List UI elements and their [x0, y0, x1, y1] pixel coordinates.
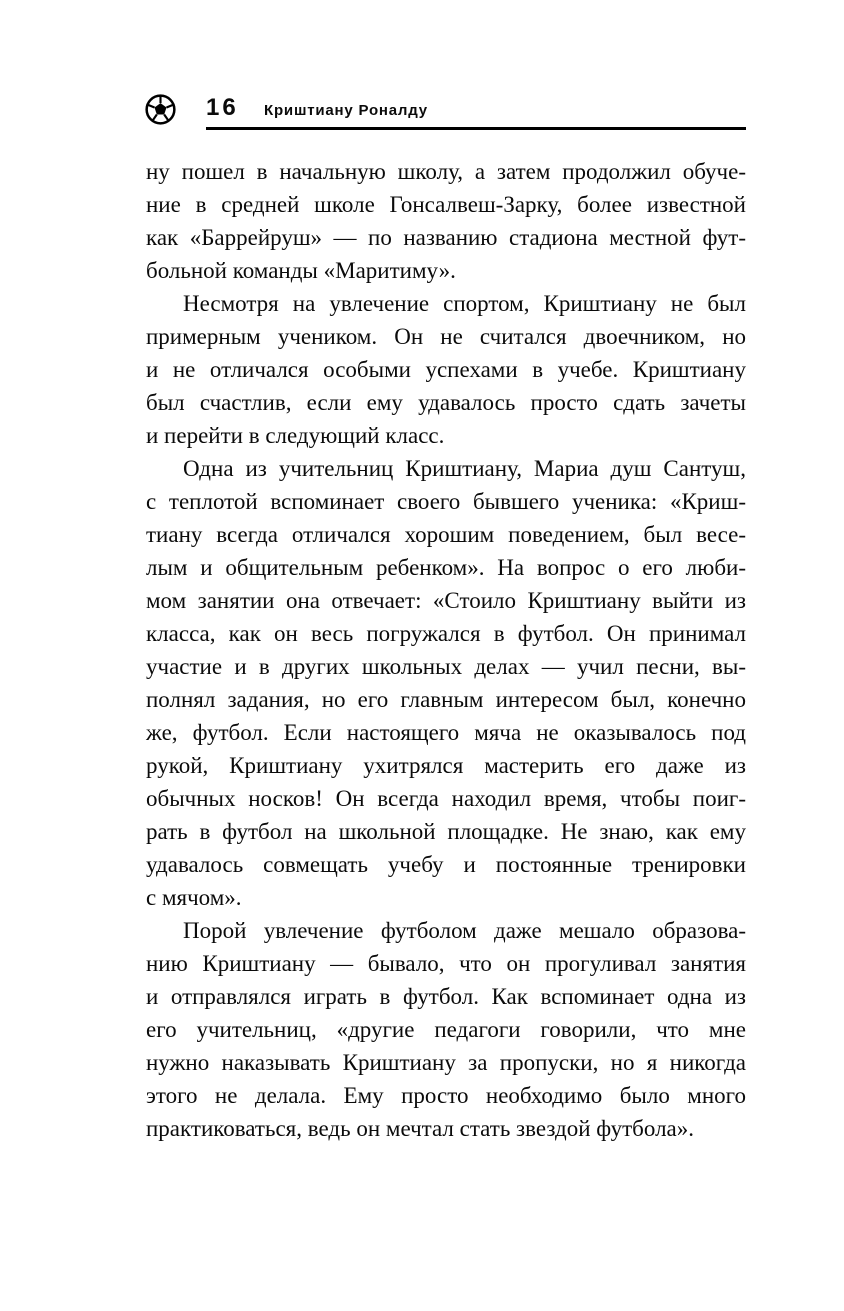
text-line: рукой, Криштиану ухитрялся мастерить его даже из [146, 753, 746, 778]
text-line: с теплотой вспоминает своего бывшего ученика: «Криш- [146, 489, 746, 514]
header-rule [206, 127, 746, 130]
running-title: Криштиану Роналду [264, 102, 428, 119]
text-line: примерным учеником. Он не считался двоечником, но [146, 324, 746, 349]
text-line: и не отличался особыми успехами в учебе. Криштиану [146, 357, 746, 382]
text-line: практиковаться, ведь он мечтал стать звездой футбола». [146, 1116, 695, 1141]
text-line: тиану всегда отличался хорошим поведением, был весе- [146, 522, 746, 547]
paragraph [146, 452, 746, 914]
text-line: мом занятии она отвечает: «Стоило Криштиану выйти из [146, 588, 746, 613]
text-line: был счастлив, если ему удавалось просто сдать зачеты [146, 390, 746, 415]
text-line: обычных носков! Он всегда находил время, чтобы поиг- [146, 786, 746, 811]
text-line: больной команды «Маритиму». [146, 258, 456, 283]
text-line: нужно наказывать Криштиану за пропуски, но я никогда [146, 1050, 746, 1075]
text-line: Порой увлечение футболом даже мешало образова- [183, 918, 746, 943]
text-line: как «Баррейруш» — по названию стадиона местной фут- [146, 225, 746, 250]
text-line: ние в средней школе Гонсалвеш-Зарку, более известной [146, 192, 746, 217]
soccer-ball-icon [145, 94, 176, 125]
text-line: нию Криштиану — бывало, что он прогуливал занятия [146, 951, 746, 976]
paragraph [146, 287, 746, 452]
text-line: ну пошел в начальную школу, а затем продолжил обуче- [146, 159, 746, 184]
page-body [146, 155, 746, 1145]
text-line: класса, как он весь погружался в футбол. Он принимал [146, 621, 746, 646]
text-line: Одна из учительниц Криштиану, Мариа душ Сантуш, [183, 456, 746, 481]
text-line: удавалось совмещать учебу и постоянные тренировки [146, 852, 746, 877]
text-line: полнял задания, но его главным интересом был, конечно [146, 687, 746, 712]
text-line: его учительниц, «другие педагоги говорили, что мне [146, 1017, 746, 1042]
text-line: Несмотря на увлечение спортом, Криштиану не был [183, 291, 746, 316]
text-line: рать в футбол на школьной площадке. Не знаю, как ему [146, 819, 746, 844]
text-line: с мячом». [146, 885, 242, 910]
text-line: же, футбол. Если настоящего мяча не оказывалось под [146, 720, 746, 745]
text-line: лым и общительным ребенком». На вопрос о его люби- [146, 555, 746, 580]
text-line: и отправлялся играть в футбол. Как вспоминает одна из [146, 984, 746, 1009]
text-line: и перейти в следующий класс. [146, 423, 445, 448]
page-number: 16 [206, 94, 239, 121]
text-line: этого не делала. Ему просто необходимо было много [146, 1083, 746, 1108]
paragraph [146, 155, 746, 287]
paragraph [146, 914, 746, 1145]
text-line: участие и в других школьных делах — учил песни, вы- [146, 654, 746, 679]
